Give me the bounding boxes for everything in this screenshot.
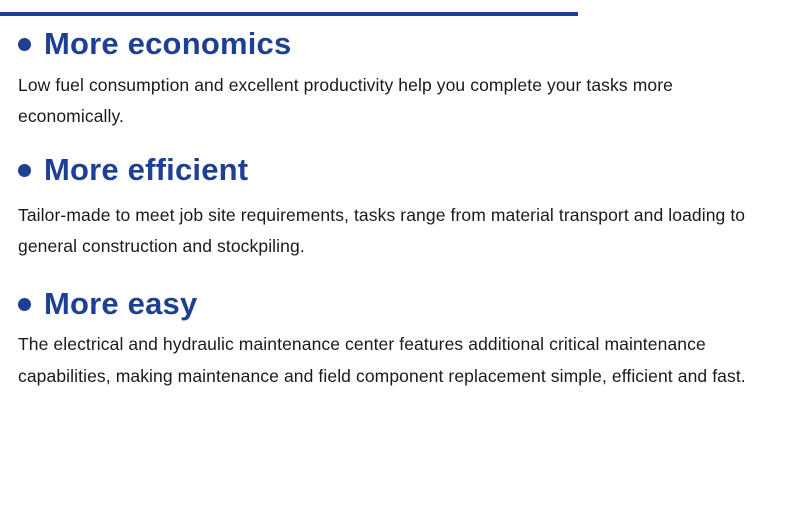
feature-section-easy xyxy=(18,286,782,392)
section-heading xyxy=(18,26,782,62)
section-body-text: Low fuel consumption and excellent productivity help you complete your tasks more economically. xyxy=(18,74,673,126)
section-heading-label: More efficient xyxy=(44,151,249,187)
section-heading-label: More economics xyxy=(44,26,292,61)
section-heading-label: More easy xyxy=(44,285,198,321)
bullet-dot-icon xyxy=(18,38,31,51)
feature-section-efficient xyxy=(18,152,782,262)
feature-section-economics xyxy=(18,26,782,132)
header-divider-rule xyxy=(0,12,578,16)
content-area xyxy=(18,0,782,392)
section-heading xyxy=(18,286,782,322)
bullet-dot-icon xyxy=(18,164,31,177)
bullet-dot-icon xyxy=(18,298,31,311)
section-body-text: Tailor-made to meet job site requirements, tasks range from material transport and loading to general construction and stockpiling. xyxy=(18,204,746,256)
section-heading xyxy=(18,152,782,188)
section-body-text: The electrical and hydraulic maintenance center features additional critical maintenance capabilities, making maintenance and field component replacement simple, efficient and fast. xyxy=(18,334,746,386)
